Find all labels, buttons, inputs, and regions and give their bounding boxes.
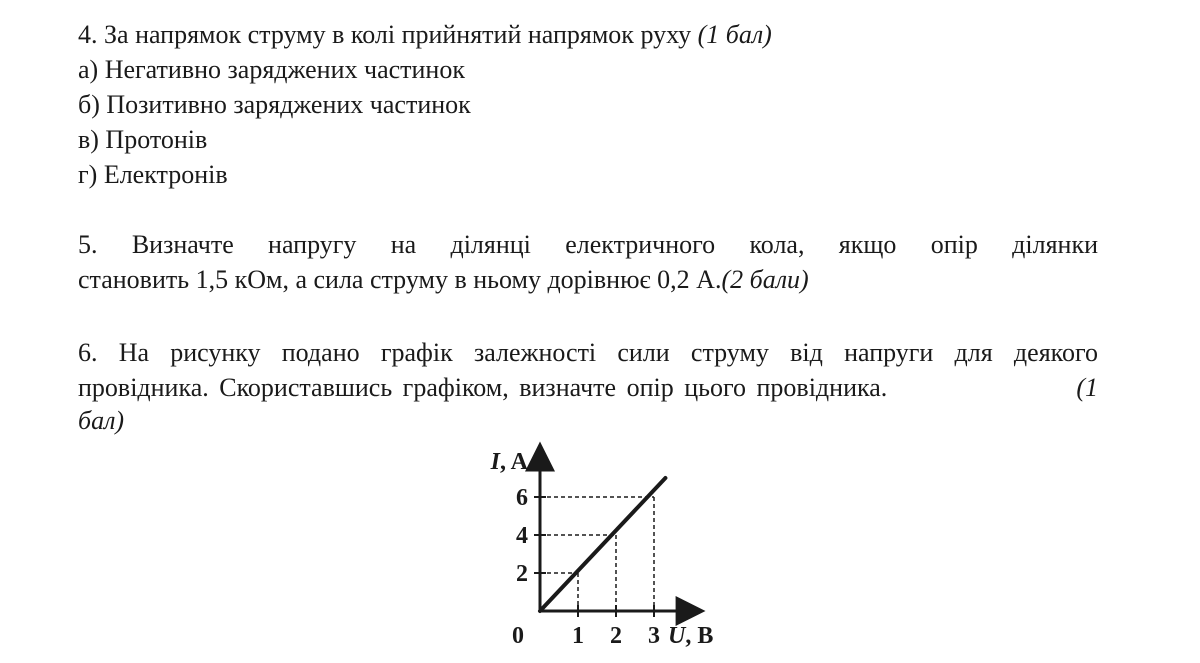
x-axis-label-unit: , B [685, 623, 714, 649]
origin-label: 0 [512, 623, 524, 649]
q5-points: (2 бали) [721, 265, 809, 294]
q6-points-end: бал) [78, 406, 125, 435]
q4-option-c: в) Протонів [78, 125, 208, 154]
q4-question-text: 4. За напрямок струму в колі прийнятий напрямок руху [78, 20, 692, 49]
y-axis-label-symbol: I [490, 449, 500, 475]
y-tick-label-3: 6 [516, 485, 528, 511]
q4-option-b: б) Позитивно заряджених частинок [78, 90, 471, 119]
q6-line2-text: провідника. Скориставшись графіком, визначте опір цього провідника. [78, 373, 888, 402]
data-line-1 [540, 478, 665, 611]
q4-option-a: а) Негативно заряджених частинок [78, 55, 465, 84]
x-tick-label-1: 1 [572, 623, 584, 649]
q6-points-start: (1 [1076, 373, 1098, 402]
q4-question [78, 20, 772, 50]
q6-line2 [78, 373, 1098, 403]
q4-points: (1 бал) [697, 20, 772, 49]
x-tick-label-3: 3 [648, 623, 660, 649]
y-axis-label-unit: , A [499, 449, 528, 475]
x-axis-label [668, 623, 713, 649]
q5-line1: 5. Визначте напругу на ділянці електричного кола, якщо опір ділянки [78, 230, 1098, 259]
graph-svg [430, 435, 770, 660]
q6-line1: 6. На рисунку подано графік залежності сили струму від напруги для деякого [78, 338, 1098, 367]
current-voltage-graph [430, 435, 770, 660]
x-axis-label-symbol: U [668, 623, 686, 649]
y-axis-label [490, 449, 529, 475]
x-tick-label-2: 2 [610, 623, 622, 649]
q5-line2 [78, 265, 809, 295]
q5-line2-text: становить 1,5 кОм, а сила струму в ньому дорівнює 0,2 А. [78, 265, 722, 294]
q4-option-d: г) Електронів [78, 160, 228, 189]
y-tick-label-2: 4 [516, 523, 528, 549]
y-tick-label-1: 2 [516, 561, 528, 587]
